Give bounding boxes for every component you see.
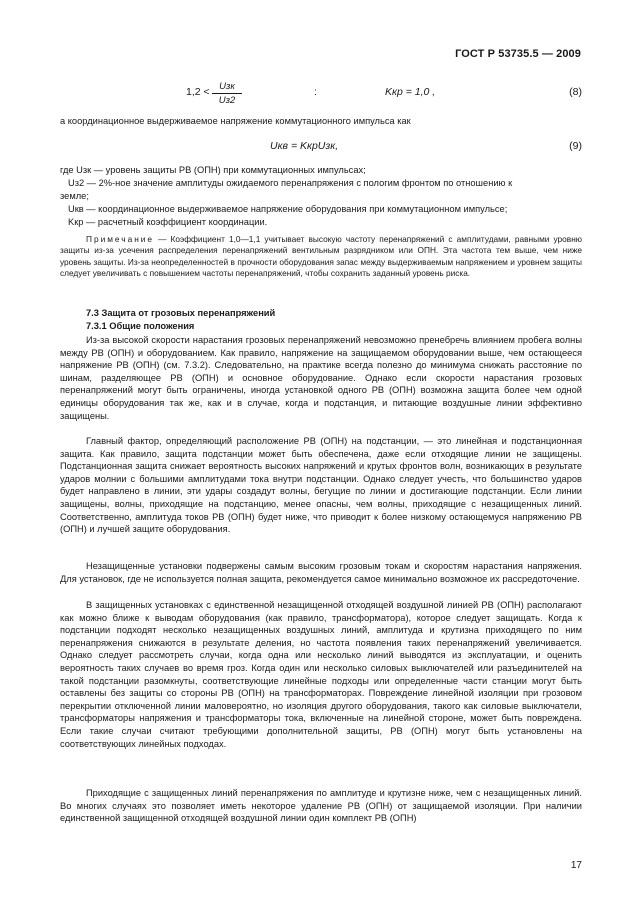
eq8-left: 1,2 < <box>186 86 210 98</box>
section-title: 7.3 Защита от грозовых перенапряжений <box>86 308 276 318</box>
definition-ukv: Uкв — координационное выдерживаемое напряжение оборудования при коммутационном импульсе; <box>68 204 508 214</box>
eq8-numerator: Uзк <box>212 81 242 94</box>
eq8-number: (8) <box>569 86 582 98</box>
page-number: 17 <box>570 860 582 871</box>
eq9-intro: а координационное выдерживаемое напряжение коммутационного импульса как <box>60 116 411 126</box>
note-block <box>60 234 582 280</box>
paragraph-5: Приходящие с защищенных линий перенапряжения по амплитуде и крутизне ниже, чем с незащищенных линий. Во многих случаях это позволяет иметь некоторое удаление РВ (ОПН) от защищаемой изоляции. При наличии единственной защищенной отходящей воздушной линии один комплект РВ (ОПН) <box>60 788 582 824</box>
eq8-fraction <box>212 81 242 106</box>
note-label: Примечание <box>86 234 155 244</box>
eq8-colon: : <box>314 86 317 98</box>
eq8-denominator: Uз2 <box>218 95 236 106</box>
paragraph-3: Незащищенные установки подвержены самым высоким грозовым токам и скоростям нарастания напряжения. Для установок, где не используется полная защита, рекомендуется самое минимально возможное их рассредоточение. <box>60 561 582 584</box>
eq8-right: Kкр = 1,0 , <box>385 86 436 98</box>
paragraph-4: В защищенных установках с единственной незащищенной отходящей воздушной линией РВ (ОПН) располагают как можно ближе к выводам оборудования (как правило, трансформатора), которое следует защищать. Когда к подстанции подходят несколько незащищенных воздушных линий, амплитуда и крутизна приходящего по ним перенапряжения снижаются в результате деления, но частота появления таких перенапряжений увеличивается. Однако следует рассмотреть случаи, когда одна или несколько линий выводятся из эксплуатации, и оценить вероятность таких случаев во время гроз. Когда один или несколько силовых выключателей или разъединителей на такой подстанции разомкнуты, соответствующие линейные подходы или определенные части станции могут быть оставлены без защиты со стороны РВ (ОПН) на трансформаторах. Повреждение линейной изоляции при грозовом перекрытии отключенной линии маловероятно, но изоляция другого оборудования, такого как силовые выключатели, трансформаторы напряжения и трансформаторы тока, включенные на линейной стороне, может быть повреждена. Если такие случаи считают требующими дополнительной защиты, РВ (ОПН) могут быть установлены на соответствующих линейных подходах. <box>60 600 582 749</box>
definition-uz2-cont: земле; <box>60 191 89 201</box>
subsection-title: 7.3.1 Общие положения <box>86 321 195 331</box>
eq9-formula: Uкв = KкрUзк, <box>270 140 339 152</box>
standard-header: ГОСТ Р 53735.5 — 2009 <box>455 48 581 60</box>
note-text: — Коэффициент 1,0—1,1 учитывает высокую частоту перенапряжений с амплитудами, равными уровню защиты из-за усечения распределения перенапряжений вентильным разрядником или ОПН. Эта частота тем выше, чем ниже уровень защиты. Из-за неопределенностей в прочности оборудования запас между выдерживаемым напряжением и уровнем защиты следует увеличивать с повышением частоты перенапряжений, чтобы сохранить заданный уровень риска. <box>60 234 582 279</box>
eq9-number: (9) <box>569 140 582 152</box>
definition-kkr: Kкр — расчетный коэффициент координации. <box>68 217 268 227</box>
definition-uz2: Uз2 — 2%-ное значение амплитуды ожидаемого перенапряжения с пологим фронтом по отношению к <box>68 178 513 188</box>
paragraph-2: Главный фактор, определяющий расположение РВ (ОПН) на подстанции, — это линейная и подстанционная защита. Как правило, защита подстанции может быть обеспечена, даже если отходящие линии не защищены. Подстанционная защита снижает вероятность высоких напряжений и крутых фронтов волн, возникающих в результате ударов молнии с большими амплитудами тока внутри подстанции. Однако следует учесть, что большинство ударов будет направлено в линии, эти удары создадут волны, бегущие по линии и достигающие подстанции. Если линии защищены, волны, приходящие на подстанцию, менее опасны, чем волны, приходящие с незащищенных линий. Соответственно, амплитуда токов РВ (ОПН) будет ниже, что приводит к более низкому остающемуся напряжению РВ (ОПН) и лучшей защите оборудования. <box>60 436 582 535</box>
definition-uzk: где Uзк — уровень защиты РВ (ОПН) при коммутационных импульсах; <box>60 165 366 175</box>
paragraph-1: Из-за высокой скорости нарастания грозовых перенапряжений невозможно пренебречь влиянием пробега волны между РВ (ОПН) и оборудованием. Как правило, напряжение на защищаемом оборудовании выше, чем остающееся напряжение РВ (ОПН) (см. 7.3.2). Следовательно, на практике всегда полезно до минимума снижать расстояние по шинам, разделяющее РВ (ОПН) и основное оборудование. Однако если скорости нарастания грозовых перенапряжений могут быть ограничены, иногда установкой одного РВ (ОПН) возможна защита более чем одной единицы оборудования так же, как и в случае, когда и подстанция, и питающие воздушные линии эффективно защищены. <box>60 335 582 421</box>
